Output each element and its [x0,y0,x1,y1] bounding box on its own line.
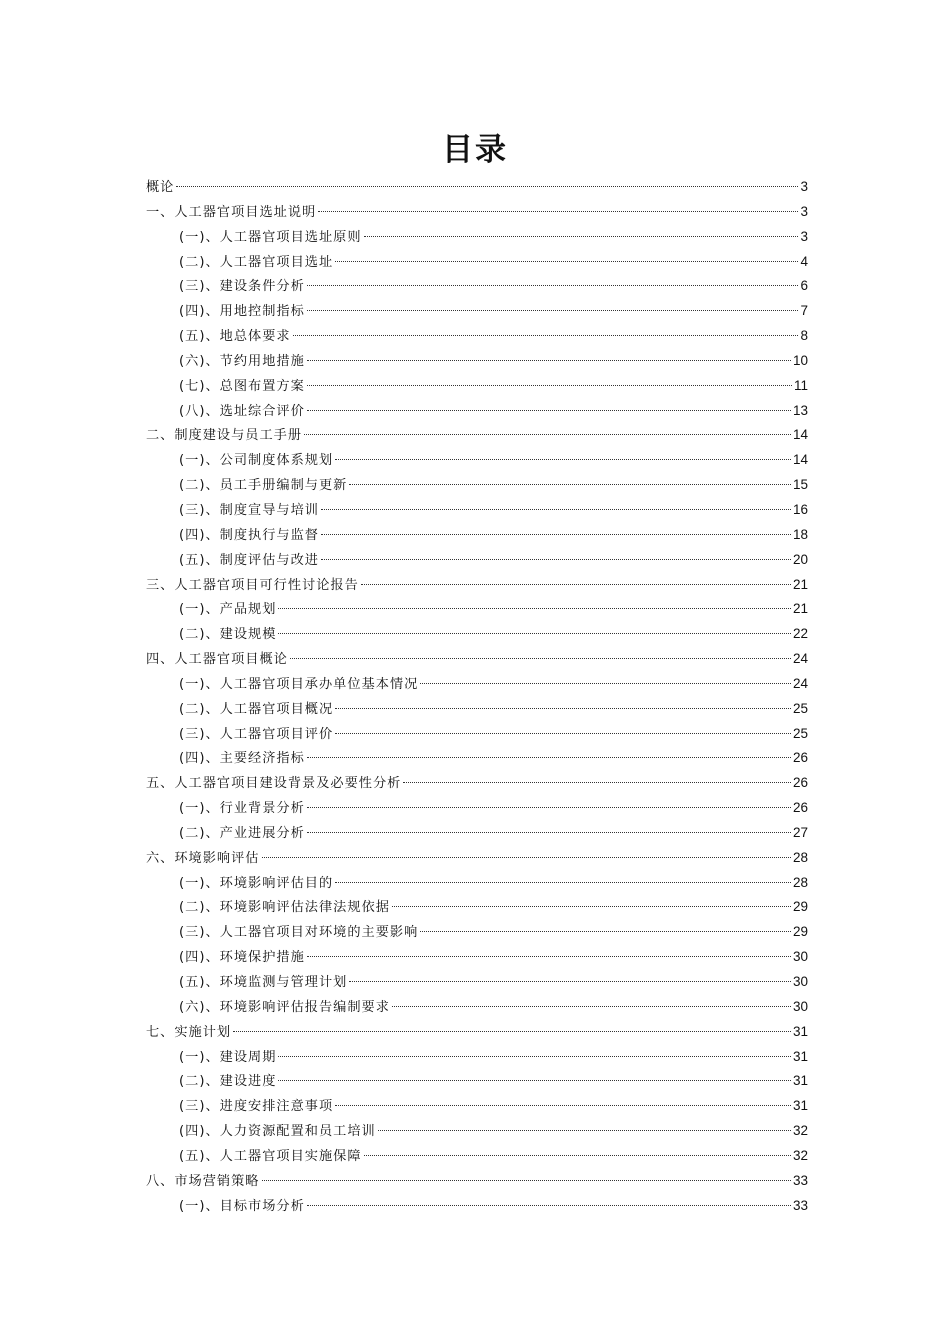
toc-entry-page-number: 21 [792,601,808,617]
dot-leader [307,360,791,361]
toc-entry-page-number: 24 [792,651,808,667]
dot-leader [349,981,791,982]
toc-entry-page-number: 29 [792,899,808,915]
toc-entry-section[interactable] [146,697,808,722]
toc-entry-page-number: 25 [792,700,808,716]
dot-leader [420,683,791,684]
toc-entry-page-number: 11 [793,377,808,393]
toc-entry-section[interactable] [146,722,808,747]
toc-entry-chapter[interactable] [146,573,808,598]
toc-entry-section[interactable] [146,1094,808,1119]
toc-entry-section[interactable] [146,473,808,498]
toc-entry-text: (八)、选址综合评价 [179,403,305,419]
toc-entry-page-number: 30 [792,974,808,989]
dot-leader [392,906,791,907]
toc-entry-text: 五、人工器官项目建设背景及必要性分析 [146,776,402,792]
toc-entry-chapter[interactable] [146,1169,808,1194]
dot-leader [307,956,791,957]
toc-entry-text: (三)、制度宣导与培训 [179,502,319,518]
toc-entry-section[interactable] [146,374,808,399]
dot-leader [335,708,791,709]
dot-leader [307,285,799,286]
toc-entry-section[interactable] [146,299,808,324]
dot-leader [318,211,798,212]
toc-entry-text: (一)、人工器官项目承办单位基本情况 [179,676,419,692]
dot-leader [176,186,798,187]
toc-entry-page-number: 14 [792,452,808,468]
toc-entry-page-number: 3 [800,203,808,219]
toc-entry-section[interactable] [146,1194,808,1219]
toc-entry-text: (一)、行业背景分析 [179,801,305,817]
toc-entry-page-number: 26 [792,750,808,766]
toc-entry-text: (三)、建设条件分析 [179,279,305,295]
toc-entry-section[interactable] [146,622,808,647]
toc-entry-page-number: 6 [800,278,808,294]
toc-entry-text: (二)、员工手册编制与更新 [179,478,348,494]
toc-entry-text: (五)、制度评估与改进 [179,552,319,568]
toc-entry-page-number: 32 [792,1147,808,1163]
dot-leader [278,1080,791,1081]
toc-entry-section[interactable] [146,920,808,945]
dot-leader [290,658,791,659]
toc-entry-chapter[interactable] [146,1020,808,1045]
toc-entry-text: (二)、人工器官项目选址 [179,254,334,270]
toc-entry-page-number: 16 [792,501,808,517]
toc-entry-page-number: 31 [792,1073,808,1089]
toc-entry-text: (一)、建设周期 [179,1049,277,1065]
dot-leader [335,733,791,734]
toc-entry-section[interactable] [146,225,808,250]
toc-entry-page-number: 28 [792,874,808,890]
toc-entry-page-number: 32 [792,1123,808,1139]
toc-entry-text: 一、人工器官项目选址说明 [146,204,317,220]
toc-entry-section[interactable] [146,523,808,548]
toc-entry-text: (七)、总图布置方案 [179,378,305,394]
toc-entry-text: (六)、环境影响评估报告编制要求 [179,999,390,1015]
toc-entry-section[interactable] [146,995,808,1020]
toc-entry-section[interactable] [146,970,808,995]
toc-entry-text: 概论 [146,180,175,195]
dot-leader [364,1155,791,1156]
toc-entry-text: (一)、环境影响评估目的 [179,875,334,891]
dot-leader [307,410,791,411]
dot-leader [262,857,791,858]
toc-entry-text: (五)、人工器官项目实施保障 [179,1148,362,1164]
toc-entry-page-number: 25 [792,725,808,741]
toc-entry-text: (三)、进度安排注意事项 [179,1099,334,1115]
toc-entry-section[interactable] [146,945,808,970]
toc-entry-text: (四)、用地控制指标 [179,304,305,320]
toc-entry-chapter[interactable] [146,846,808,871]
toc-entry-section[interactable] [146,746,808,771]
toc-entry-page-number: 31 [792,1023,808,1039]
toc-entry-page-number: 30 [792,998,808,1014]
dot-leader [307,807,791,808]
dot-leader [378,1130,791,1131]
toc-entry-section[interactable] [146,871,808,896]
toc-entry-chapter[interactable] [146,647,808,672]
toc-entry-page-number: 18 [792,526,808,542]
toc-entry-section[interactable] [146,324,808,349]
dot-leader [233,1031,791,1032]
toc-entry-page-number: 24 [792,675,808,691]
dot-leader [307,757,791,758]
toc-entry-text: (二)、人工器官项目概况 [179,701,334,717]
toc-entry-page-number: 26 [792,775,808,791]
toc-entry-text: (四)、环境保护措施 [179,950,305,966]
dot-leader [335,882,791,883]
dot-leader [361,584,791,585]
toc-entry-text: 六、环境影响评估 [146,850,260,866]
dot-leader [420,931,791,932]
toc-entry-page-number: 33 [792,1197,808,1213]
dot-leader [392,1006,791,1007]
dot-leader [403,782,791,783]
dot-leader [307,832,791,833]
toc-entry-page-number: 30 [792,949,808,965]
toc-entry-text: (二)、环境影响评估法律法规依据 [179,900,390,916]
toc-entry-section[interactable] [146,274,808,299]
toc-entry-section[interactable] [146,349,808,374]
toc-entry-text: (六)、节约用地措施 [179,353,305,369]
toc-entry-page-number: 21 [792,576,808,592]
toc-entry-text: 三、人工器官项目可行性讨论报告 [146,577,359,593]
toc-entry-page-number: 3 [800,179,808,194]
dot-leader [307,310,799,311]
toc-entry-section[interactable] [146,1069,808,1094]
toc-entry-text: (五)、地总体要求 [179,329,291,345]
dot-leader [364,236,799,237]
toc-entry-text: (二)、建设规模 [179,627,277,643]
toc-entry-page-number: 29 [792,924,808,940]
toc-entry-page-number: 7 [800,303,808,319]
dot-leader [349,484,791,485]
toc-entry-text: (三)、人工器官项目评价 [179,726,334,742]
toc-entry-text: (一)、人工器官项目选址原则 [179,229,362,245]
toc-entry-text: (一)、产品规划 [179,602,277,618]
dot-leader [278,633,791,634]
toc-entry-chapter[interactable] [146,423,808,448]
toc-entry-section[interactable] [146,498,808,523]
toc-entry-section[interactable] [146,821,808,846]
toc-entry-page-number: 28 [792,849,808,865]
dot-leader [304,434,791,435]
toc-entry-page-number: 15 [792,477,808,493]
toc-entry-page-number: 31 [792,1048,808,1064]
toc-entry-text: 八、市场营销策略 [146,1173,260,1189]
toc-entry-text: (三)、人工器官项目对环境的主要影响 [179,925,419,941]
toc-entry-page-number: 26 [792,800,808,816]
toc-entry-page-number: 4 [800,253,808,269]
toc-entry-page-number: 13 [792,402,808,418]
toc-entry-chapter[interactable] [146,200,808,225]
toc-entry-text: 四、人工器官项目概论 [146,652,288,668]
toc-entry-page-number: 31 [792,1098,808,1114]
toc-entry-page-number: 10 [792,352,808,368]
toc-entry-text: (四)、主要经济指标 [179,751,305,767]
dot-leader [335,1105,791,1106]
toc-list [146,175,808,1218]
dot-leader [321,559,791,560]
toc-entry-section[interactable] [146,548,808,573]
dot-leader [278,1056,791,1057]
toc-entry-text: 二、制度建设与员工手册 [146,428,303,444]
dot-leader [262,1180,791,1181]
dot-leader [307,385,792,386]
toc-title: 目录 [442,132,508,168]
toc-entry-section[interactable] [146,1045,808,1070]
toc-entry-text: (四)、制度执行与监督 [179,527,319,543]
toc-entry-text: (五)、环境监测与管理计划 [179,975,348,990]
toc-entry-text: (一)、公司制度体系规划 [179,453,334,469]
dot-leader [293,335,799,336]
toc-entry-text: (二)、建设进度 [179,1074,277,1090]
toc-entry-section[interactable] [146,250,808,275]
dot-leader [335,459,791,460]
toc-entry-section[interactable] [146,672,808,697]
toc-entry-section[interactable] [146,895,808,920]
toc-entry-chapter[interactable] [146,771,808,796]
toc-entry-page-number: 8 [800,328,808,344]
toc-entry-page-number: 33 [792,1172,808,1188]
toc-entry-text: (二)、产业进展分析 [179,825,305,841]
toc-entry-page-number: 14 [792,427,808,443]
toc-entry-chapter[interactable] [146,175,808,200]
toc-entry-page-number: 20 [792,551,808,567]
toc-entry-page-number: 27 [792,824,808,840]
toc-entry-text: (一)、目标市场分析 [179,1198,305,1214]
dot-leader [321,509,791,510]
dot-leader [307,1205,791,1206]
toc-entry-text: (四)、人力资源配置和员工培训 [179,1124,376,1140]
dot-leader [321,534,791,535]
toc-entry-section[interactable] [146,1119,808,1144]
toc-entry-page-number: 3 [800,228,808,244]
toc-entry-section[interactable] [146,448,808,473]
toc-entry-page-number: 22 [792,626,808,642]
toc-entry-section[interactable] [146,597,808,622]
toc-entry-section[interactable] [146,399,808,424]
toc-entry-section[interactable] [146,796,808,821]
toc-entry-text: 七、实施计划 [146,1024,232,1040]
dot-leader [278,608,791,609]
dot-leader [335,261,798,262]
toc-entry-section[interactable] [146,1144,808,1169]
